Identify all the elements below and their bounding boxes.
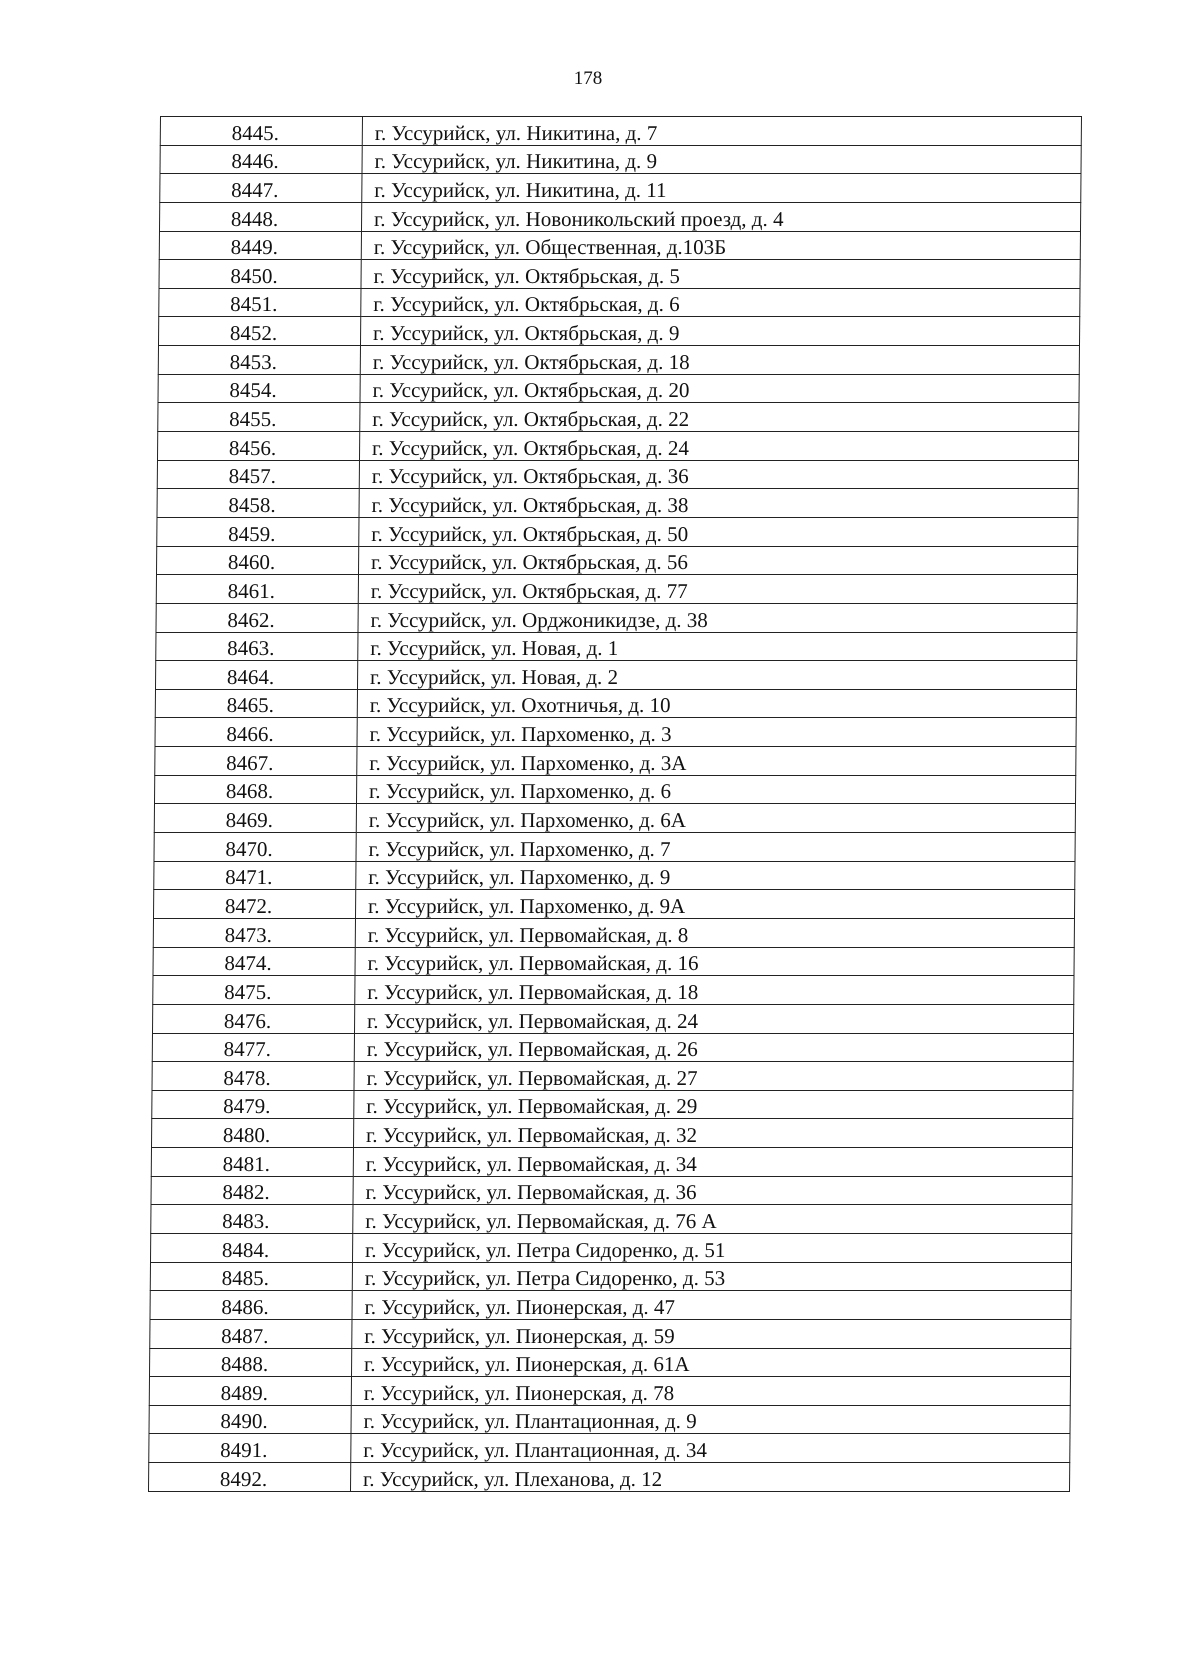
row-address: г. Уссурийск, ул. Никитина, д. 9	[362, 145, 1081, 174]
table-row	[156, 575, 1077, 604]
table-row	[150, 1291, 1071, 1320]
table-row	[154, 775, 1075, 804]
row-number: 8471.	[154, 861, 356, 890]
table-row	[160, 145, 1081, 174]
row-number: 8478.	[152, 1062, 354, 1091]
row-address: г. Уссурийск, ул. Пархоменко, д. 6	[356, 775, 1075, 804]
row-number: 8475.	[153, 976, 355, 1005]
row-address: г. Уссурийск, ул. Пархоменко, д. 7	[356, 833, 1075, 862]
table-row	[152, 1033, 1073, 1062]
row-address: г. Уссурийск, ул. Пионерская, д. 61А	[351, 1348, 1070, 1377]
row-address: г. Уссурийск, ул. Октябрьская, д. 5	[361, 260, 1080, 289]
table-row	[149, 1377, 1070, 1406]
address-table-body	[148, 117, 1081, 1492]
table-row	[160, 117, 1081, 146]
row-number: 8479.	[152, 1090, 354, 1119]
row-number: 8474.	[153, 947, 355, 976]
row-number: 8453.	[158, 346, 360, 375]
row-number: 8467.	[155, 747, 357, 776]
row-address: г. Уссурийск, ул. Первомайская, д. 34	[353, 1148, 1072, 1177]
row-address: г. Уссурийск, ул. Пионерская, д. 59	[352, 1319, 1071, 1348]
row-number: 8466.	[155, 718, 357, 747]
row-number: 8480.	[151, 1119, 353, 1148]
row-address: г. Уссурийск, ул. Первомайская, д. 8	[355, 918, 1074, 947]
table-row	[160, 174, 1081, 203]
row-number: 8476.	[152, 1004, 354, 1033]
row-number: 8470.	[154, 833, 356, 862]
row-number: 8451.	[159, 288, 361, 317]
table-row	[149, 1348, 1070, 1377]
table-row	[153, 947, 1074, 976]
row-address: г. Уссурийск, ул. Новоникольский проезд, д. 4	[361, 202, 1080, 231]
row-number: 8481.	[151, 1148, 353, 1177]
row-address: г. Уссурийск, ул. Первомайская, д. 16	[355, 947, 1074, 976]
row-number: 8490.	[149, 1405, 351, 1434]
row-address: г. Уссурийск, ул. Никитина, д. 7	[362, 117, 1081, 146]
table-row	[155, 718, 1076, 747]
row-address: г. Уссурийск, ул. Пархоменко, д. 9А	[355, 890, 1074, 919]
page-number: 178	[573, 68, 603, 89]
row-address: г. Уссурийск, ул. Пионерская, д. 78	[351, 1377, 1070, 1406]
table-row	[154, 804, 1075, 833]
table-row	[157, 432, 1078, 461]
table-row	[155, 661, 1076, 690]
row-number: 8468.	[154, 775, 356, 804]
table-row	[158, 346, 1079, 375]
table-row	[156, 546, 1077, 575]
table-row	[153, 918, 1074, 947]
row-number: 8462.	[156, 603, 358, 632]
table-row	[152, 1090, 1073, 1119]
table-row	[151, 1119, 1072, 1148]
table-row	[159, 288, 1080, 317]
row-address: г. Уссурийск, ул. Пархоменко, д. 3	[357, 718, 1076, 747]
row-address: г. Уссурийск, ул. Октябрьская, д. 9	[360, 317, 1079, 346]
table-row	[154, 861, 1075, 890]
row-number: 8446.	[160, 145, 362, 174]
table-row	[152, 1004, 1073, 1033]
row-number: 8487.	[150, 1319, 352, 1348]
row-address: г. Уссурийск, ул. Плантационная, д. 34	[351, 1434, 1070, 1463]
row-number: 8491.	[149, 1434, 351, 1463]
row-address: г. Уссурийск, ул. Первомайская, д. 24	[354, 1004, 1073, 1033]
table-row	[158, 374, 1079, 403]
row-address: г. Уссурийск, ул. Никитина, д. 11	[362, 174, 1081, 203]
row-number: 8472.	[153, 890, 355, 919]
table-row	[152, 1062, 1073, 1091]
row-number: 8445.	[160, 117, 362, 146]
row-address: г. Уссурийск, ул. Первомайская, д. 18	[355, 976, 1074, 1005]
row-number: 8449.	[159, 231, 361, 260]
row-address: г. Уссурийск, ул. Первомайская, д. 27	[354, 1062, 1073, 1091]
row-number: 8457.	[157, 460, 359, 489]
row-number: 8448.	[159, 202, 361, 231]
row-address: г. Уссурийск, ул. Октябрьская, д. 36	[359, 460, 1078, 489]
row-number: 8489.	[149, 1377, 351, 1406]
row-address: г. Уссурийск, ул. Первомайская, д. 29	[354, 1090, 1073, 1119]
row-number: 8460.	[156, 546, 358, 575]
row-number: 8454.	[158, 374, 360, 403]
table-row	[158, 403, 1079, 432]
row-address: г. Уссурийск, ул. Пионерская, д. 47	[352, 1291, 1071, 1320]
address-table	[148, 116, 1082, 1492]
table-row	[158, 317, 1079, 346]
row-number: 8450.	[159, 260, 361, 289]
row-number: 8458.	[157, 489, 359, 518]
row-number: 8461.	[156, 575, 358, 604]
row-number: 8447.	[160, 174, 362, 203]
table-row	[153, 976, 1074, 1005]
row-address: г. Уссурийск, ул. Октябрьская, д. 22	[360, 403, 1079, 432]
row-address: г. Уссурийск, ул. Орджоникидзе, д. 38	[358, 603, 1077, 632]
table-row	[157, 460, 1078, 489]
table-row	[159, 231, 1080, 260]
row-number: 8484.	[150, 1233, 352, 1262]
table-row	[149, 1405, 1070, 1434]
row-address: г. Уссурийск, ул. Пархоменко, д. 6А	[356, 804, 1075, 833]
table-row	[154, 833, 1075, 862]
table-row	[150, 1233, 1071, 1262]
row-address: г. Уссурийск, ул. Новая, д. 2	[357, 661, 1076, 690]
row-address: г. Уссурийск, ул. Петра Сидоренко, д. 53	[352, 1262, 1071, 1291]
row-address: г. Уссурийск, ул. Октябрьская, д. 38	[359, 489, 1078, 518]
table-row	[148, 1463, 1069, 1492]
table-row	[151, 1148, 1072, 1177]
row-address: г. Уссурийск, ул. Октябрьская, д. 18	[360, 346, 1079, 375]
table-row	[150, 1262, 1071, 1291]
row-address: г. Уссурийск, ул. Октябрьская, д. 24	[359, 432, 1078, 461]
row-address: г. Уссурийск, ул. Плеханова, д. 12	[350, 1463, 1069, 1492]
row-number: 8465.	[155, 689, 357, 718]
row-number: 8488.	[149, 1348, 351, 1377]
row-address: г. Уссурийск, ул. Первомайская, д. 32	[353, 1119, 1072, 1148]
row-number: 8463.	[156, 632, 358, 661]
row-number: 8469.	[154, 804, 356, 833]
row-number: 8477.	[152, 1033, 354, 1062]
row-address: г. Уссурийск, ул. Октябрьская, д. 20	[360, 374, 1079, 403]
table-row	[157, 489, 1078, 518]
table-row	[159, 202, 1080, 231]
row-number: 8473.	[153, 918, 355, 947]
row-number: 8483.	[151, 1205, 353, 1234]
row-number: 8492.	[148, 1463, 350, 1492]
table-row	[151, 1205, 1072, 1234]
row-address: г. Уссурийск, ул. Октябрьская, д. 50	[359, 517, 1078, 546]
table-row	[159, 260, 1080, 289]
row-address: г. Уссурийск, ул. Новая, д. 1	[358, 632, 1077, 661]
table-row	[155, 689, 1076, 718]
row-number: 8452.	[158, 317, 360, 346]
row-number: 8459.	[157, 517, 359, 546]
table-row	[153, 890, 1074, 919]
table-row	[156, 632, 1077, 661]
row-number: 8464.	[155, 661, 357, 690]
row-address: г. Уссурийск, ул. Пархоменко, д. 3А	[357, 747, 1076, 776]
table-row	[156, 603, 1077, 632]
row-number: 8482.	[151, 1176, 353, 1205]
row-address: г. Уссурийск, ул. Пархоменко, д. 9	[356, 861, 1075, 890]
table-row	[149, 1434, 1070, 1463]
table-row	[151, 1176, 1072, 1205]
address-table-container	[148, 116, 1082, 1542]
row-address: г. Уссурийск, ул. Первомайская, д. 36	[353, 1176, 1072, 1205]
row-number: 8455.	[158, 403, 360, 432]
row-address: г. Уссурийск, ул. Первомайская, д. 76 А	[353, 1205, 1072, 1234]
row-number: 8486.	[150, 1291, 352, 1320]
row-address: г. Уссурийск, ул. Октябрьская, д. 77	[358, 575, 1077, 604]
table-row	[150, 1319, 1071, 1348]
table-row	[155, 747, 1076, 776]
table-row	[157, 517, 1078, 546]
row-address: г. Уссурийск, ул. Первомайская, д. 26	[354, 1033, 1073, 1062]
row-number: 8485.	[150, 1262, 352, 1291]
row-address: г. Уссурийск, ул. Октябрьская, д. 6	[361, 288, 1080, 317]
row-number: 8456.	[157, 432, 359, 461]
row-address: г. Уссурийск, ул. Октябрьская, д. 56	[358, 546, 1077, 575]
row-address: г. Уссурийск, ул. Охотничья, д. 10	[357, 689, 1076, 718]
row-address: г. Уссурийск, ул. Общественная, д.103Б	[361, 231, 1080, 260]
row-address: г. Уссурийск, ул. Петра Сидоренко, д. 51	[352, 1233, 1071, 1262]
row-address: г. Уссурийск, ул. Плантационная, д. 9	[351, 1405, 1070, 1434]
